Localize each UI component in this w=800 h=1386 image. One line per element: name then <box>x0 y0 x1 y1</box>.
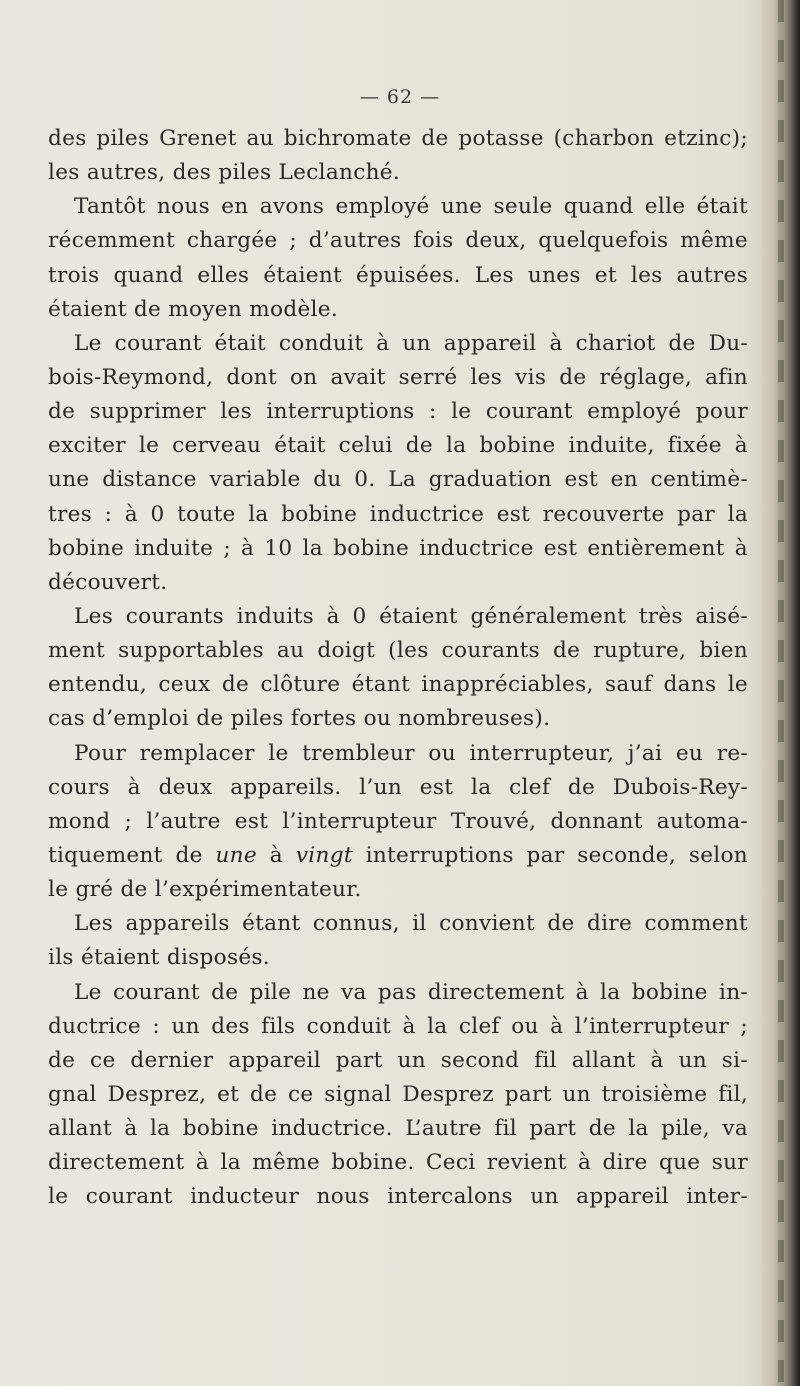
text-line: Les appareils étant connus, il convient de dire comment <box>74 911 748 937</box>
body-text <box>48 122 748 1215</box>
text-line: récemment chargée ; d’autres fois deux, quelquefois même <box>48 228 748 254</box>
text-line: gnal Desprez, et de ce signal Desprez part un troisième fil, <box>48 1081 748 1107</box>
text-line: les autres, des piles Leclanché. <box>48 160 401 186</box>
text-line: directement à la même bobine. Ceci revient à dire que sur <box>48 1150 748 1176</box>
text-line: entendu, ceux de clôture étant inappréciables, sauf dans le <box>48 672 748 698</box>
text-segment: interruptions par seconde, selon <box>352 842 748 868</box>
text-line <box>48 839 748 873</box>
text-line: ductrice : un des fils conduit à la clef ou à l’interrupteur ; <box>48 1013 748 1039</box>
text-line: Tantôt nous en avons employé une seule quand elle était <box>74 194 748 220</box>
text-line: trois quand elles étaient épuisées. Les unes et les autres <box>48 262 748 288</box>
text-line: cours à deux appareils. l’un est la clef de Dubois-Rey- <box>48 774 748 800</box>
book-binding-edge <box>758 0 800 1386</box>
text-line: le courant inducteur nous intercalons un appareil inter- <box>48 1184 748 1210</box>
italic-word: une <box>215 842 257 868</box>
italic-word: vingt <box>295 842 353 868</box>
text-segment: à <box>256 842 296 868</box>
text-line: Le courant était conduit à un appareil à chariot de Du- <box>74 330 748 356</box>
text-line: allant à la bobine inductrice. L’autre fil part de la pile, va <box>48 1116 748 1142</box>
text-line: découvert. <box>48 569 168 595</box>
text-line: bobine induite ; à 10 la bobine inductrice est entièrement à <box>48 535 748 561</box>
text-line: bois-Reymond, dont on avait serré les vis de réglage, afin <box>48 364 748 390</box>
page-number: — 62 — <box>359 86 441 108</box>
text-line: le gré de l’expérimentateur. <box>48 877 362 903</box>
text-line: de supprimer les interruptions : le courant employé pour <box>48 399 748 425</box>
text-line: Les courants induits à 0 étaient généralement très aisé- <box>74 603 748 629</box>
text-line: ment supportables au doigt (les courants de rupture, bien <box>48 638 748 664</box>
text-line: Le courant de pile ne va pas directement à la bobine in- <box>74 979 748 1005</box>
text-line: cas d’emploi de piles fortes ou nombreuses). <box>48 706 551 732</box>
text-segment: tiquement de <box>48 842 216 868</box>
text-line: mond ; l’autre est l’interrupteur Trouvé, donnant automa- <box>48 808 748 834</box>
text-line: Pour remplacer le trembleur ou interrupteur, j’ai eu re- <box>74 740 748 766</box>
text-line: une distance variable du 0. La graduation est en centimè- <box>48 467 748 493</box>
text-line: ils étaient disposés. <box>48 945 270 971</box>
text-line: étaient de moyen modèle. <box>48 296 338 322</box>
text-line: des piles Grenet au bichromate de potasse (charbon etzinc); <box>48 126 748 151</box>
text-line: exciter le cerveau était celui de la bobine induite, fixée à <box>48 433 748 459</box>
text-line: tres : à 0 toute la bobine inductrice est recouverte par la <box>48 501 748 527</box>
text-line: de ce dernier appareil part un second fil allant à un si- <box>48 1047 748 1073</box>
